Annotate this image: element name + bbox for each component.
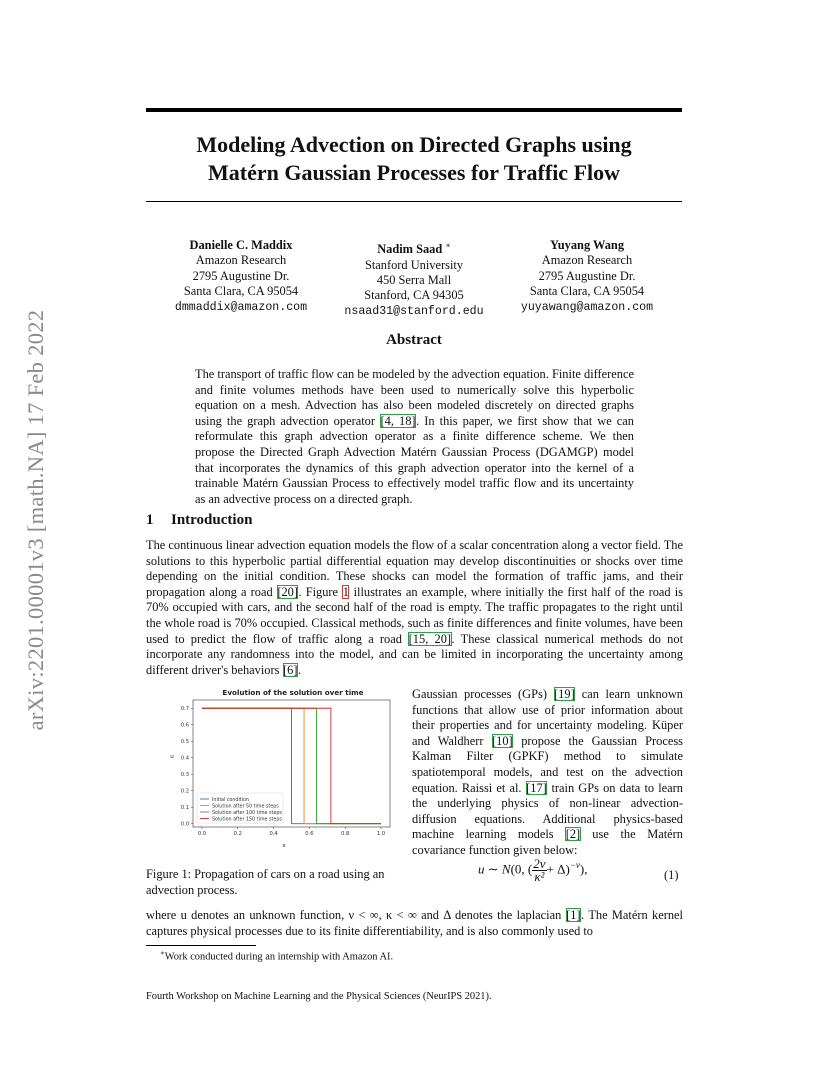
footnote-rule [146, 945, 256, 946]
title-line-2: Matérn Gaussian Processes for Traffic Flow [207, 160, 621, 185]
chart-ylabel: u [170, 754, 174, 760]
footnote-mark: ∗ [160, 949, 165, 957]
x-tick-label: 0.8 [341, 831, 350, 837]
abstract-text: . In this paper, we first show that we can reformulate this graph advection operator as a finite difference scheme. We then propose the Directed Graph Advection Matérn Gaussian Process (DGAMGP) model that incorporates the dynamics of this graph advection operator into the kernel of a trainable Matérn Gaussian Process to effectively model traffic flow and its uncertainty as an advective process on a directed graph. [195, 413, 634, 506]
legend-entry: Initial condition [212, 797, 249, 803]
author-affiliation: Amazon Research [541, 253, 633, 268]
equation-denominator: κ² [534, 869, 545, 884]
author-address-2: Santa Clara, CA 95054 [529, 284, 645, 299]
equation-exponent: −ν [569, 860, 580, 871]
title-top-rule [146, 108, 682, 112]
y-tick-label: 0.3 [180, 772, 189, 779]
author-name: Nadim Saad [377, 242, 443, 257]
arxiv-id: arXiv:2201.00001v3 [math.NA] 17 Feb 2022 [23, 309, 48, 731]
figure-caption: Figure 1: Propagation of cars on a road using an advection process. [146, 867, 385, 897]
body-text: train GPs on data to learn the underlying physics of non-linear advection-diffusion equations. Additional physics-based machine learning models [412, 780, 683, 842]
author-address-2: Santa Clara, CA 95054 [183, 284, 299, 299]
footnote-text: Work conducted during an internship with Amazon AI. [164, 951, 394, 963]
advection-chart [163, 686, 398, 848]
equation-number: (1) [664, 868, 679, 882]
footnote [160, 949, 393, 962]
paper-title [146, 131, 682, 187]
author-email[interactable]: nsaad31@stanford.edu [344, 304, 484, 318]
citation-link[interactable]: [4, 18] [380, 413, 416, 428]
citation-link[interactable]: [19] [554, 687, 575, 701]
citation-link[interactable]: [2] [565, 827, 581, 842]
body-text: . The Matérn kernel captures physical processes due to its finite differentiability, and is also commonly used to [146, 908, 683, 938]
body-text: use the Matérn covariance function given below: [412, 827, 683, 857]
equation-1: u ∼ N(0, ( $\frac{2\nu}{\text{κ²}}$ + Δ)$^{-\nu}$), [478, 856, 588, 884]
arxiv-sidebar-stamp [6, 250, 66, 790]
body-text: . These classical numerical methods do not incorporate any randomness into the model, and can be limited in incorporating the uncertainty among different driver's behaviors [146, 631, 684, 677]
section-heading [146, 512, 252, 529]
body-text: propose the Gaussian Process Kalman Filter (GPKF) method to simulate spatiotemporal models, and test on the advection equation. Raissi et al. [412, 733, 683, 795]
post-equation-paragraph [146, 908, 683, 939]
chart-title: Evolution of the solution over time [222, 688, 364, 697]
footnote-mark[interactable]: ∗ [445, 241, 451, 250]
abstract-text: The transport of traffic flow can be modeled by the advection equation. Finite difference and finite volumes methods have been used to numerically solve this hyperbolic equation on a mesh. Advection has also been modeled discretely on directed graphs using the graph advection operator [195, 367, 634, 428]
author-affiliation: Amazon Research [195, 253, 287, 268]
equation-rest: + Δ [546, 861, 566, 877]
citation-link[interactable]: [15, 20] [408, 631, 452, 646]
y-tick-label: 0.4 [180, 755, 189, 762]
equation-numerator: 2ν [533, 856, 546, 871]
x-tick-label: 1.0 [376, 831, 386, 837]
chart-xlabel: x [282, 843, 286, 848]
author-name: Yuyang Wang [549, 238, 625, 252]
body-text: Gaussian processes (GPs) [412, 687, 554, 701]
author-email[interactable]: dmmaddix@amazon.com [174, 300, 308, 314]
title-line-1: Modeling Advection on Directed Graphs using [196, 132, 632, 157]
y-tick-label: 0.2 [180, 788, 189, 795]
body-text: illustrates an example, where initially the first half of the road is 70% occupied with cars, and the second half of the road is empty. The traffic propagates to the right until the whole road is 70% occupied. Classical methods, such as finite differences and finite volumes, have been used to predict the flow of traffic along a road [146, 584, 683, 646]
x-tick-label: 0.0 [197, 831, 207, 837]
x-tick-label: 0.2 [233, 831, 242, 837]
author-block-1 [151, 238, 331, 315]
body-text: where u denotes an unknown function, ν < ∞, κ < ∞ and Δ denotes the laplacian [146, 908, 566, 922]
citation-link[interactable]: [17] [526, 780, 547, 795]
author-block-2 [324, 238, 504, 319]
section-number: 1 [146, 512, 154, 528]
y-tick-label: 0.7 [180, 706, 189, 713]
author-address-1: 2795 Augustine Dr. [538, 268, 636, 283]
citation-link[interactable]: [1] [566, 908, 581, 922]
figure-reference-link[interactable]: 1 [342, 584, 349, 599]
y-tick-label: 0.1 [180, 805, 189, 812]
y-tick-label: 0.0 [180, 821, 189, 828]
body-text: . Figure [298, 584, 343, 599]
author-address-1: 2795 Augustine Dr. [192, 268, 290, 283]
legend-entry: Solution after 50 time steps [212, 804, 279, 810]
body-text: can learn unknown functions that allow use of prior information about their properties and for uncertainty modeling. Küper and Waldherr [412, 687, 683, 748]
author-address-1: 450 Serra Mall [376, 272, 452, 287]
author-email[interactable]: yuyawang@amazon.com [520, 300, 654, 314]
author-name: Danielle C. Maddix [189, 238, 293, 252]
author-address-2: Stanford, CA 94305 [364, 288, 464, 303]
x-tick-label: 0.4 [269, 831, 278, 837]
figure-1 [163, 686, 398, 848]
title-bottom-rule [146, 201, 682, 202]
intro-paragraph [146, 538, 683, 678]
x-tick-label: 0.6 [305, 831, 314, 837]
legend-entry: Solution after 100 time steps [212, 810, 282, 816]
citation-link[interactable]: [10] [492, 733, 513, 748]
citation-link[interactable]: [20] [277, 584, 298, 599]
page-footer: Fourth Workshop on Machine Learning and the Physical Sciences (NeurIPS 2021). [146, 991, 492, 1002]
body-text: . [298, 662, 302, 677]
equation-lhs: u ∼ N [478, 861, 511, 877]
abstract-body [195, 367, 634, 507]
section-title: Introduction [171, 512, 253, 528]
author-affiliation: Stanford University [364, 257, 464, 272]
citation-link[interactable]: [6] [283, 662, 298, 677]
body-text: The continuous linear advection equation models the flow of a scalar concentration along a vector field. The solutions to this hyperbolic partial differential equation may develop discontinuities or shocks over time depending on the initial condition. These shocks can model the formation of traffic jams, and their propagation along a road [146, 538, 683, 599]
legend-entry: Solution after 150 time steps [212, 817, 282, 823]
y-tick-label: 0.5 [180, 739, 189, 746]
abstract-heading: Abstract [386, 332, 442, 348]
author-block-3 [497, 238, 677, 315]
y-tick-label: 0.6 [180, 722, 189, 729]
right-column-paragraph [412, 687, 683, 859]
